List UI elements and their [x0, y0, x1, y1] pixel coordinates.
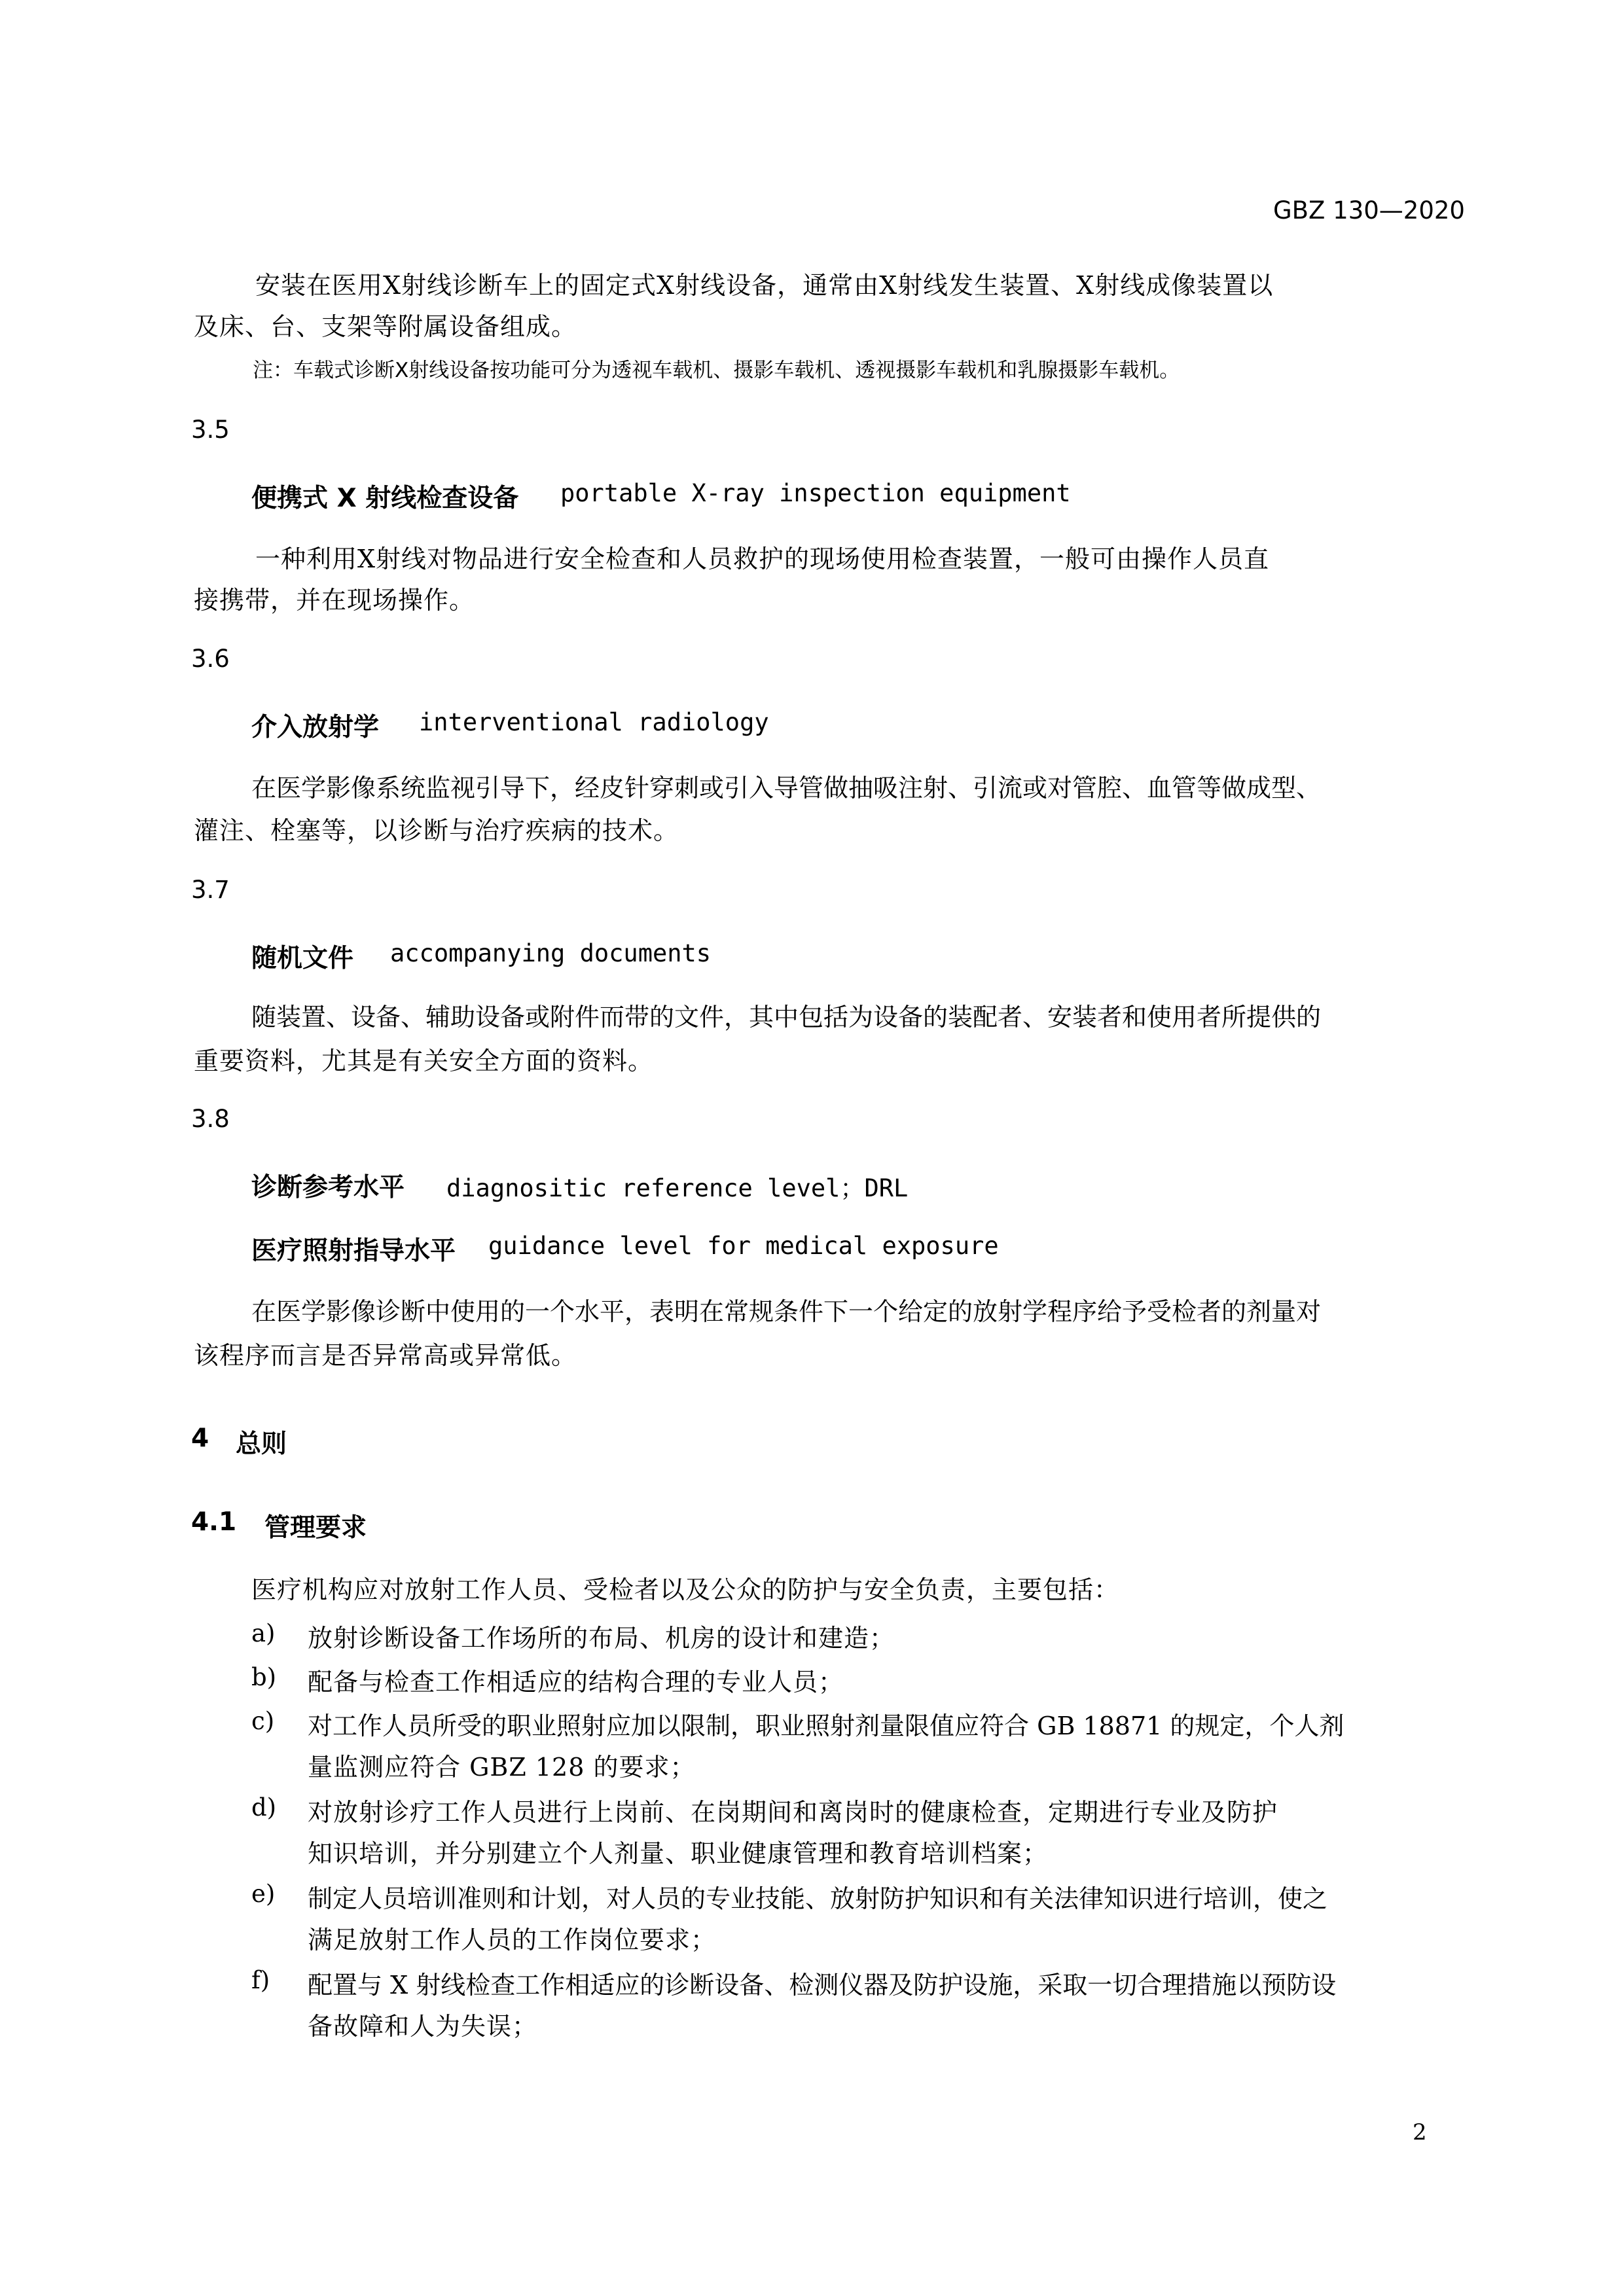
term-english: diagnositic reference level；DRL — [446, 1174, 909, 1202]
page-number: 2 — [1413, 2119, 1427, 2145]
paragraph-line: 及床、台、支架等附属设备组成。 — [194, 312, 577, 341]
list-item: 对放射诊疗工作人员进行上岗前、在岗期间和离岗时的健康检查，定期进行专业及防护 — [308, 1798, 1278, 1827]
list-item: 制定人员培训准则和计划，对人员的专业技能、放射防护知识和有关法律知识进行培训，使之 — [308, 1884, 1328, 1913]
term-chinese: 便携式 X 射线检查设备 — [251, 484, 519, 513]
list-item: 备故障和人为失误； — [308, 2012, 538, 2041]
paragraph-line: 医疗机构应对放射工作人员、受检者以及公众的防护与安全负责，主要包括： — [251, 1575, 1120, 1604]
term-english: guidance level for medical exposure — [488, 1232, 999, 1260]
paragraph-line: 该程序而言是否异常高或异常低。 — [194, 1341, 577, 1370]
clause-number: 3.6 — [191, 645, 230, 673]
list-item: 量监测应符合 GBZ 128 的要求； — [308, 1753, 696, 1782]
paragraph-line: 一种利用X射线对物品进行安全检查和人员救护的现场使用检查装置，一般可由操作人员直 — [255, 545, 1270, 573]
paragraph-line: 安装在医用X射线诊断车上的固定式X射线设备，通常由X射线发生装置、X射线成像装置以 — [255, 271, 1274, 300]
term-chinese: 医疗照射指导水平 — [251, 1236, 456, 1266]
paragraph-line: 接携带，并在现场操作。 — [194, 586, 475, 615]
list-marker: b) — [251, 1663, 277, 1691]
list-marker: f) — [251, 1966, 270, 1994]
list-item: 满足放射工作人员的工作岗位要求； — [308, 1926, 717, 1954]
paragraph-line: 灌注、栓塞等，以诊断与治疗疾病的技术。 — [194, 816, 679, 845]
section-number: 4 — [191, 1424, 209, 1453]
list-item: 知识培训，并分别建立个人剂量、职业健康管理和教育培训档案； — [308, 1839, 1049, 1868]
list-marker: c) — [251, 1707, 275, 1735]
note: 注：车载式诊断X射线设备按功能可分为透视车载机、摄影车载机、透视摄影车载机和乳腺摄影车载机。 — [253, 359, 1180, 382]
section-title: 总则 — [236, 1429, 287, 1459]
list-marker: d) — [251, 1793, 277, 1821]
clause-number: 3.5 — [191, 416, 230, 444]
list-marker: e) — [251, 1880, 276, 1908]
paragraph-line: 随装置、设备、辅助设备或附件而带的文件，其中包括为设备的装配者、安装者和使用者所提供的 — [251, 1003, 1322, 1031]
standard-code: GBZ 130—2020 — [1273, 196, 1465, 224]
list-item: 放射诊断设备工作场所的布局、机房的设计和建造； — [308, 1624, 895, 1653]
term-chinese: 诊断参考水平 — [251, 1173, 405, 1202]
paragraph-line: 在医学影像诊断中使用的一个水平，表明在常规条件下一个给定的放射学程序给予受检者的剂量对 — [251, 1297, 1322, 1326]
subsection-title: 管理要求 — [264, 1513, 367, 1543]
clause-number: 3.7 — [191, 876, 230, 904]
term-english: portable X-ray inspection equipment — [560, 479, 1071, 507]
list-item: 配置与 X 射线检查工作相适应的诊断设备、检测仪器及防护设施，采取一切合理措施以预防设 — [308, 1971, 1337, 2000]
paragraph-line: 重要资料，尤其是有关安全方面的资料。 — [194, 1047, 654, 1075]
term-chinese: 介入放射学 — [251, 713, 380, 742]
term-english: accompanying documents — [390, 939, 712, 967]
list-item: 对工作人员所受的职业照射应加以限制，职业照射剂量限值应符合 GB 18871 的规定，个人剂 — [308, 1712, 1344, 1740]
paragraph-line: 在医学影像系统监视引导下，经皮针穿刺或引入导管做抽吸注射、引流或对管腔、血管等做成型、 — [251, 774, 1322, 802]
clause-number: 3.8 — [191, 1105, 230, 1133]
subsection-number: 4.1 — [191, 1507, 237, 1537]
term-english: interventional radiology — [419, 708, 769, 736]
term-chinese: 随机文件 — [251, 944, 354, 973]
list-item: 配备与检查工作相适应的结构合理的专业人员； — [308, 1668, 844, 1696]
list-marker: a) — [251, 1619, 276, 1647]
